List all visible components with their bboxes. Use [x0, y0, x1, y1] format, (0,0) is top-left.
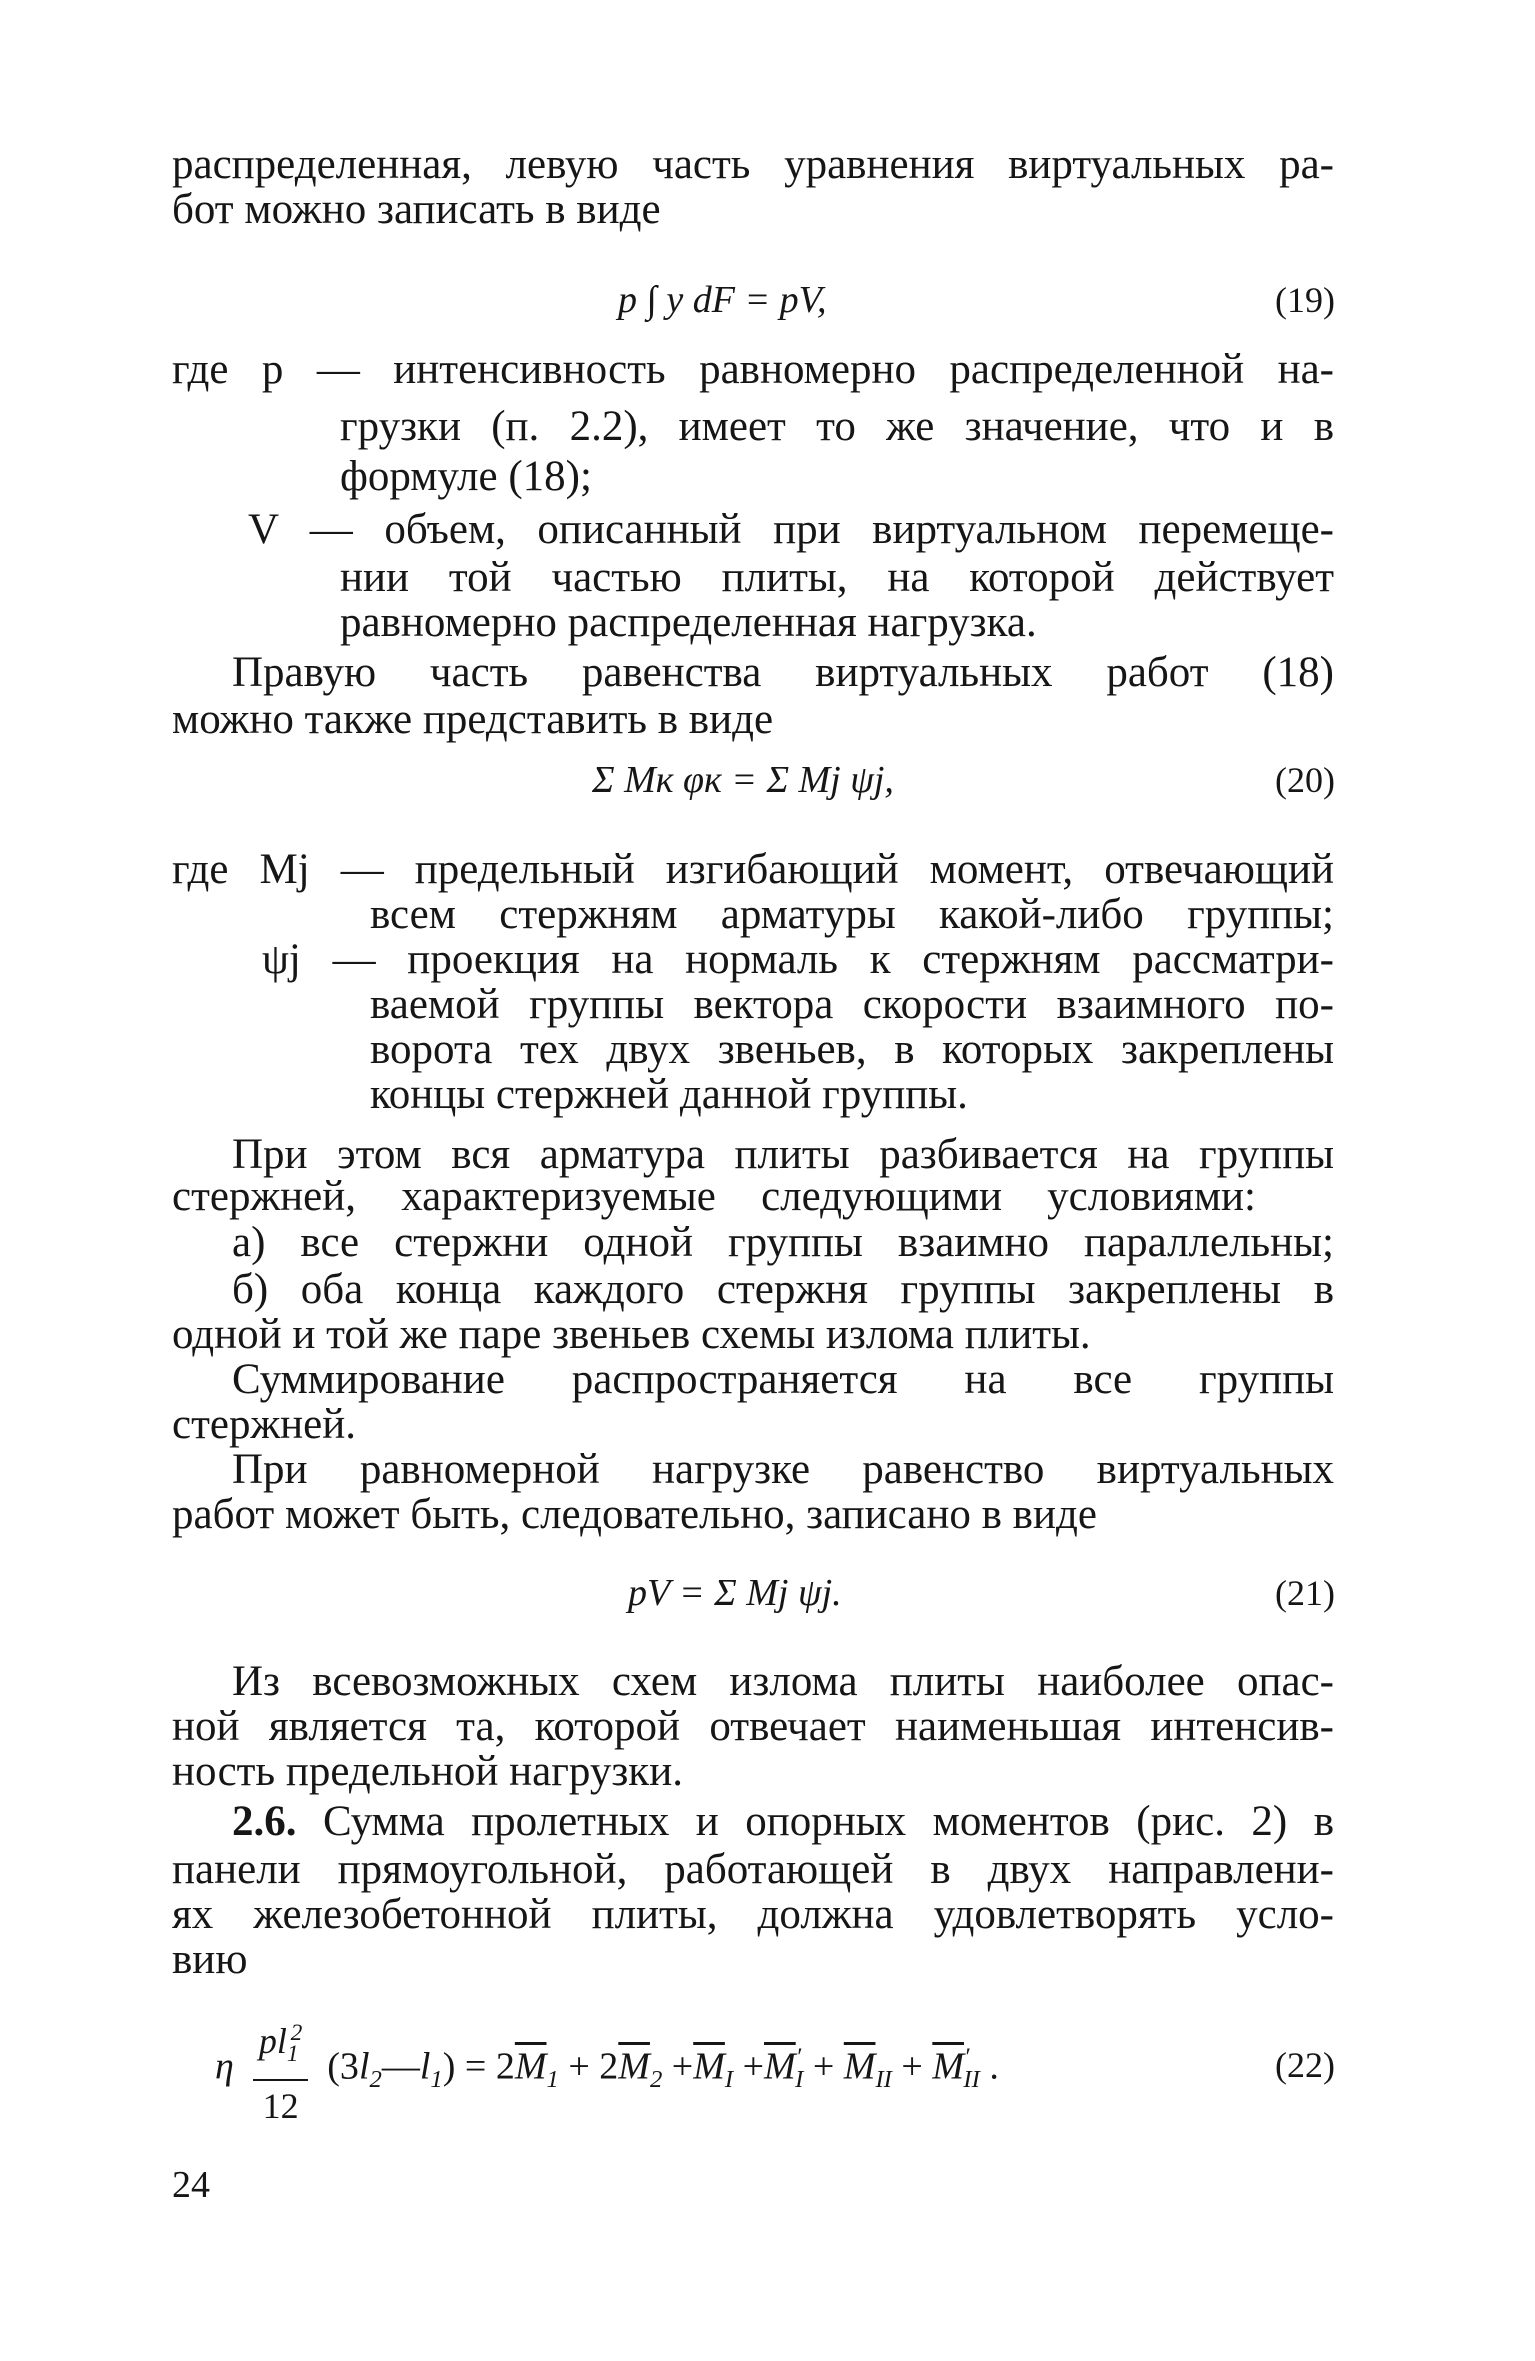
section-number: 2.6. — [232, 1798, 297, 1845]
text-line: стержней, характеризуемые следующими условиями: — [172, 1173, 1256, 1220]
page-number: 24 — [172, 2164, 210, 2206]
text-line: вию — [172, 1936, 248, 1983]
text-line: При равномерной нагрузке равенство виртуальных — [232, 1446, 1334, 1493]
definition-line: концы стержней данной группы. — [370, 1071, 968, 1118]
text-line: Из всевозможных схем излома плиты наиболее опас- — [232, 1658, 1334, 1705]
list-item: а) все стержни одной группы взаимно параллельны; — [232, 1219, 1334, 1266]
equation-number-19: (19) — [1275, 280, 1335, 320]
equation-number-22: (22) — [1275, 2045, 1335, 2085]
definition-line: где p — интенсивность равномерно распределенной на- — [172, 346, 1334, 393]
text-line: работ может быть, следовательно, записано в виде — [172, 1491, 1097, 1538]
text-line: можно также представить в виде — [172, 696, 774, 743]
text-line: Правую часть равенства виртуальных работ (18) — [232, 649, 1334, 696]
equation-22: η $\frac{pl_1^2}{12}$ $(3l_2—l_1) = 2\overline{M}_1 + 2\overline{M}_2 +\overline{M}_I +\overline{M}'_I + \overline{M}_{II} + \overline{M}'_{II}$ . — [215, 2010, 999, 2129]
definition-line: V — объем, описанный при виртуальном перемеще- — [248, 506, 1334, 553]
text-line: ной является та, которой отвечает наименьшая интенсив- — [172, 1703, 1334, 1750]
section-text: Сумма пролетных и опорных моментов (рис. 2) в — [322, 1798, 1334, 1845]
definition-line: ваемой группы вектора скорости взаимного по- — [370, 981, 1334, 1028]
equation-19: p ∫ y dF = pV, — [618, 279, 827, 321]
text-line: Суммирование распространяется на все группы — [232, 1356, 1334, 1403]
text-line: При этом вся арматура плиты разбивается на группы — [232, 1131, 1334, 1178]
text-line: панели прямоугольной, работающей в двух направлени- — [172, 1846, 1334, 1893]
definition-line: ψj — проекция на нормаль к стержням рассматри- — [262, 936, 1334, 983]
text-line — [232, 1797, 1334, 1847]
list-item: б) оба конца каждого стержня группы закреплены в — [232, 1266, 1334, 1313]
text-line: ях железобетонной плиты, должна удовлетворять усло- — [172, 1891, 1334, 1938]
definition-line: ворота тех двух звеньев, в которых закреплены — [370, 1026, 1334, 1073]
definition-line: всем стержням арматуры какой-либо группы; — [370, 891, 1334, 938]
equation-21: pV = Σ Mj ψj. — [628, 1572, 842, 1614]
definition-line: где Mj — предельный изгибающий момент, отвечающий — [172, 846, 1334, 893]
text-line: распределенная, левую часть уравнения виртуальных ра- — [172, 141, 1334, 188]
text-line: стержней. — [172, 1401, 357, 1448]
definition-line: формуле (18); — [340, 453, 592, 500]
text-line: одной и той же паре звеньев схемы излома плиты. — [172, 1311, 1091, 1358]
definition-line: равномерно распределенная нагрузка. — [340, 599, 1037, 646]
definition-line: нии той частью плиты, на которой действует — [340, 554, 1334, 601]
equation-20: Σ Mк φк = Σ Mj ψj, — [592, 759, 894, 801]
text-line: бот можно записать в виде — [172, 186, 661, 233]
equation-number-21: (21) — [1275, 1573, 1335, 1613]
definition-line: грузки (п. 2.2), имеет то же значение, что и в — [340, 403, 1334, 450]
equation-number-20: (20) — [1275, 760, 1335, 800]
text-line: ность предельной нагрузки. — [172, 1748, 683, 1795]
